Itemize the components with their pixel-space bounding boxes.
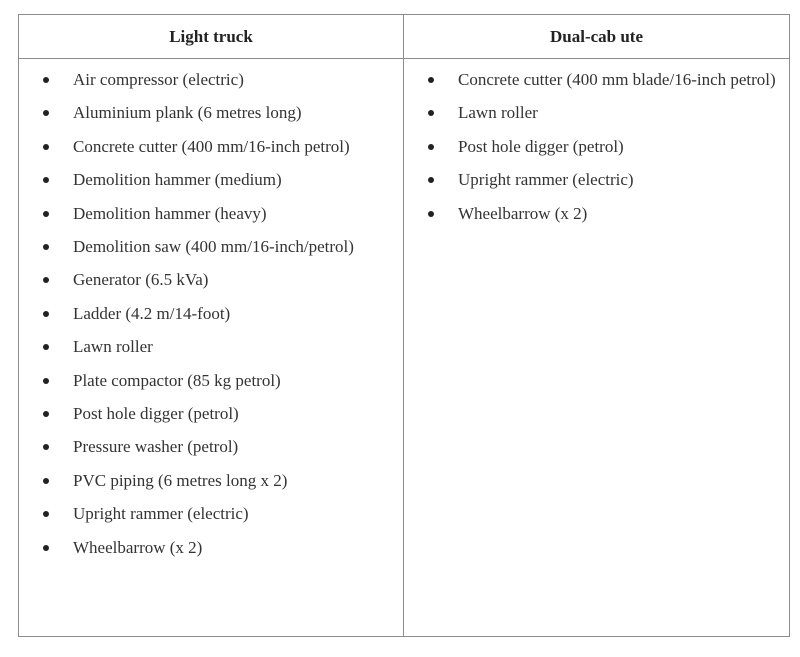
list-item xyxy=(404,130,789,163)
list-item xyxy=(404,63,789,96)
list-item xyxy=(19,230,403,263)
list-item xyxy=(19,330,403,363)
bullet-icon xyxy=(43,110,49,116)
bullet-icon xyxy=(428,110,434,116)
header-dual-cab-ute: Dual-cab ute xyxy=(404,15,790,59)
list-item xyxy=(19,364,403,397)
list-item xyxy=(19,63,403,96)
list-item-label: Post hole digger (petrol) xyxy=(458,136,624,156)
list-item-label: Lawn roller xyxy=(458,103,538,123)
dual-cab-ute-cell xyxy=(404,59,790,637)
list-item-label: Demolition hammer (medium) xyxy=(73,170,282,190)
list-item xyxy=(19,263,403,296)
list-item xyxy=(404,163,789,196)
bullet-icon xyxy=(43,311,49,317)
bullet-icon xyxy=(43,144,49,150)
bullet-icon xyxy=(428,77,434,83)
list-item xyxy=(19,297,403,330)
bullet-icon xyxy=(43,77,49,83)
list-item-label: PVC piping (6 metres long x 2) xyxy=(73,470,288,490)
list-item-label: Wheelbarrow (x 2) xyxy=(73,537,203,557)
bullet-icon xyxy=(43,444,49,450)
list-item xyxy=(19,464,403,497)
list-item xyxy=(19,163,403,196)
list-item-label: Demolition hammer (heavy) xyxy=(73,203,267,223)
bullet-icon xyxy=(43,244,49,250)
bullet-icon xyxy=(43,277,49,283)
list-item-label: Lawn roller xyxy=(73,337,153,357)
list-item-label: Pressure washer (petrol) xyxy=(73,437,239,457)
list-item-label: Concrete cutter (400 mm/16-inch petrol) xyxy=(73,136,350,156)
list-item xyxy=(404,197,789,230)
bullet-icon xyxy=(43,478,49,484)
list-item-label: Generator (6.5 kVa) xyxy=(73,270,209,290)
header-row xyxy=(19,15,790,59)
list-item-label: Plate compactor (85 kg petrol) xyxy=(73,370,281,390)
list-item xyxy=(19,531,403,564)
bullet-icon xyxy=(43,545,49,551)
list-item-label: Post hole digger (petrol) xyxy=(73,404,239,424)
light-truck-cell xyxy=(19,59,404,637)
list-item xyxy=(19,497,403,530)
equipment-table xyxy=(18,14,790,637)
list-item-label: Air compressor (electric) xyxy=(73,70,244,89)
header-light-truck: Light truck xyxy=(19,15,404,59)
bullet-icon xyxy=(43,378,49,384)
list-item-label: Wheelbarrow (x 2) xyxy=(458,203,588,223)
content-row xyxy=(19,59,790,637)
list-item xyxy=(19,197,403,230)
list-item-label: Upright rammer (electric) xyxy=(458,170,634,190)
list-item xyxy=(19,397,403,430)
bullet-icon xyxy=(43,211,49,217)
list-item xyxy=(19,96,403,129)
bullet-icon xyxy=(43,411,49,417)
list-item xyxy=(404,96,789,129)
list-item xyxy=(19,130,403,163)
list-item-label: Demolition saw (400 mm/16-inch/petrol) xyxy=(73,237,354,257)
list-item-label: Aluminium plank (6 metres long) xyxy=(73,103,302,123)
list-item xyxy=(19,430,403,463)
bullet-icon xyxy=(43,511,49,517)
light-truck-list xyxy=(19,59,403,564)
bullet-icon xyxy=(428,144,434,150)
list-item-label: Ladder (4.2 m/14-foot) xyxy=(73,303,231,323)
bullet-icon xyxy=(428,211,434,217)
bullet-icon xyxy=(43,344,49,350)
list-item-label: Upright rammer (electric) xyxy=(73,504,249,524)
bullet-icon xyxy=(428,177,434,183)
list-item-label: Concrete cutter (400 mm blade/16-inch petrol) xyxy=(458,70,776,89)
bullet-icon xyxy=(43,177,49,183)
dual-cab-ute-list xyxy=(404,59,789,230)
